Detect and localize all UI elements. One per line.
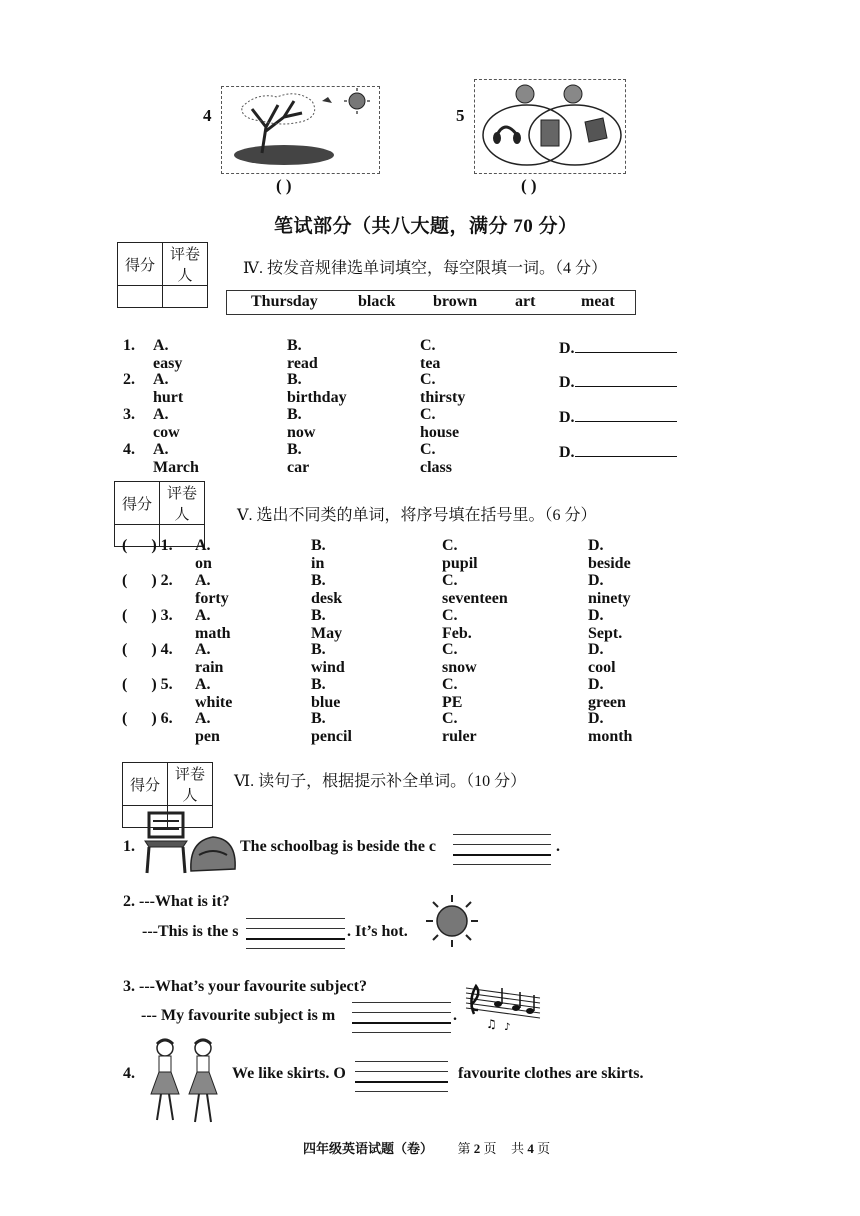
answer-baseline[interactable] [352, 1022, 451, 1024]
option-c: C. tea [420, 337, 441, 372]
answer-blank[interactable] [575, 406, 677, 422]
question-number: 3. [123, 406, 135, 423]
svg-text:♫: ♫ [486, 1017, 497, 1031]
question-number: 1. [123, 838, 135, 855]
page-number: 2 [473, 1141, 481, 1156]
answer-blank[interactable] [575, 371, 677, 387]
option-b: B. birthday [287, 371, 347, 406]
option-d: D. cool [588, 641, 616, 676]
writing-line [352, 1012, 451, 1013]
option-d-label: D. [559, 409, 575, 426]
option-c: C. ruler [442, 710, 477, 745]
sentence-end: . [556, 838, 560, 855]
page-unit: 页 [483, 1141, 497, 1156]
sentence-end: . [453, 1007, 457, 1024]
answer-parenthesis[interactable]: ( ) 2. [122, 572, 173, 589]
section-vi-heading: Ⅵ. 读句子，根据提示补全单词。（10 分） [234, 773, 527, 790]
grader-label: 评卷人 [168, 763, 213, 806]
option-b: B. read [287, 337, 318, 372]
picture-number: 4 [203, 106, 212, 125]
sentence-text: --- My favourite subject is m [141, 1007, 336, 1024]
word-bank-item: art [515, 293, 536, 310]
option-d-label: D. [559, 444, 575, 461]
option-a: A. math [195, 607, 231, 642]
option-c: C. pupil [442, 537, 478, 572]
word-bank-item: black [358, 293, 396, 310]
option-a: A. pen [195, 710, 220, 745]
option-a: A. white [195, 676, 233, 711]
question-number: 4. [123, 441, 135, 458]
two-girls-picture [145, 1036, 225, 1133]
footer-title: 四年级英语试题（卷） [303, 1141, 434, 1156]
writing-line [352, 1032, 451, 1033]
option-c: C. house [420, 406, 460, 441]
option-d: D. ninety [588, 572, 631, 607]
answer-parenthesis: ( ) [521, 176, 537, 195]
writing-line [453, 844, 551, 845]
word-bank-item: meat [581, 293, 615, 310]
option-a: A. easy [153, 337, 183, 372]
option-c: C. seventeen [442, 572, 508, 607]
option-b: B. wind [311, 641, 345, 676]
writing-line [355, 1071, 448, 1072]
total-unit: 页 [537, 1141, 551, 1156]
writing-line [246, 928, 345, 929]
option-a: A. rain [195, 641, 224, 676]
answer-parenthesis[interactable]: ( ) 1. [122, 537, 173, 554]
option-d-label: D. [559, 340, 575, 357]
option-c: C. snow [442, 641, 477, 676]
word-bank-item: Thursday [251, 293, 318, 310]
grader-cell[interactable] [163, 286, 208, 308]
word-bank [226, 290, 636, 315]
option-b: B. now [287, 406, 316, 441]
option-c: C. PE [442, 676, 463, 711]
option-a: A. March [153, 441, 199, 476]
answer-baseline[interactable] [246, 938, 345, 940]
option-b: B. blue [311, 676, 341, 711]
picture-number: 5 [456, 106, 465, 125]
question-line: 3. ---What’s your favourite subject? [123, 978, 367, 995]
question-number: 4. [123, 1065, 135, 1082]
option-a: A. hurt [153, 371, 184, 406]
score-cell[interactable] [118, 286, 163, 308]
sentence-text: We like skirts. O [232, 1065, 346, 1082]
option-c: C. thirsty [420, 371, 466, 406]
score-label: 得分 [118, 243, 163, 286]
written-part-title: 笔试部分（共八大题，满分 70 分） [274, 216, 578, 237]
total-pages: 4 [527, 1141, 534, 1156]
sentence-text: ---This is the s [142, 923, 239, 940]
option-b: B. in [311, 537, 326, 572]
answer-parenthesis[interactable]: ( ) 6. [122, 710, 173, 727]
answer-parenthesis[interactable]: ( ) 3. [122, 607, 173, 624]
option-c: C. class [420, 441, 452, 476]
option-b: B. car [287, 441, 310, 476]
chair-picture [139, 811, 239, 880]
writing-line [453, 834, 551, 835]
grader-label: 评卷人 [160, 482, 205, 525]
question-line: 2. ---What is it? [123, 893, 230, 910]
score-label: 得分 [115, 482, 160, 525]
section-iv-heading: Ⅳ. 按发音规律选单词填空，每空限填一词。（4 分） [243, 260, 607, 277]
option-d: D. green [588, 676, 626, 711]
answer-baseline[interactable] [355, 1081, 448, 1083]
page-footer [303, 1138, 550, 1157]
option-b: B. desk [311, 572, 343, 607]
sentence-text: . It’s hot. [347, 923, 408, 940]
sentence-text: favourite clothes are skirts. [458, 1065, 644, 1082]
option-d-label: D. [559, 374, 575, 391]
grader-label: 评卷人 [163, 243, 208, 286]
word-bank-item: brown [433, 293, 478, 310]
option-a: A. on [195, 537, 212, 572]
writing-line [453, 864, 551, 865]
sentence-text: The schoolbag is beside the c [240, 838, 437, 855]
music-notes-icon [464, 980, 542, 1037]
svg-text:♪: ♪ [504, 1022, 511, 1032]
option-b: B. May [311, 607, 343, 642]
writing-line [355, 1091, 448, 1092]
option-b: B. pencil [311, 710, 352, 745]
option-a: A. cow [153, 406, 180, 441]
option-a: A. forty [195, 572, 229, 607]
answer-parenthesis: ( ) [276, 176, 292, 195]
answer-baseline[interactable] [453, 854, 551, 856]
writing-line [352, 1002, 451, 1003]
total-label: 共 [511, 1141, 525, 1156]
question-number: 2. [123, 371, 135, 388]
option-d: D. Sept. [588, 607, 623, 642]
answer-parenthesis[interactable]: ( ) 4. [122, 641, 173, 658]
option-d: D. beside [588, 537, 631, 572]
writing-line [246, 948, 345, 949]
venn-diagram-picture [474, 79, 626, 174]
answer-blank[interactable] [575, 337, 677, 353]
answer-parenthesis[interactable]: ( ) 5. [122, 676, 173, 693]
answer-blank[interactable] [575, 441, 677, 457]
tree-and-sun-picture [221, 86, 380, 174]
option-d: D. month [588, 710, 633, 745]
question-number: 1. [123, 337, 135, 354]
writing-line [246, 918, 345, 919]
section-v-heading: Ⅴ. 选出不同类的单词，将序号填在括号里。（6 分） [237, 507, 597, 524]
sun-icon [423, 893, 481, 954]
score-label: 得分 [123, 763, 168, 806]
option-c: C. Feb. [442, 607, 472, 642]
page-label: 第 [457, 1141, 471, 1156]
writing-line [355, 1061, 448, 1062]
score-box [117, 242, 208, 308]
